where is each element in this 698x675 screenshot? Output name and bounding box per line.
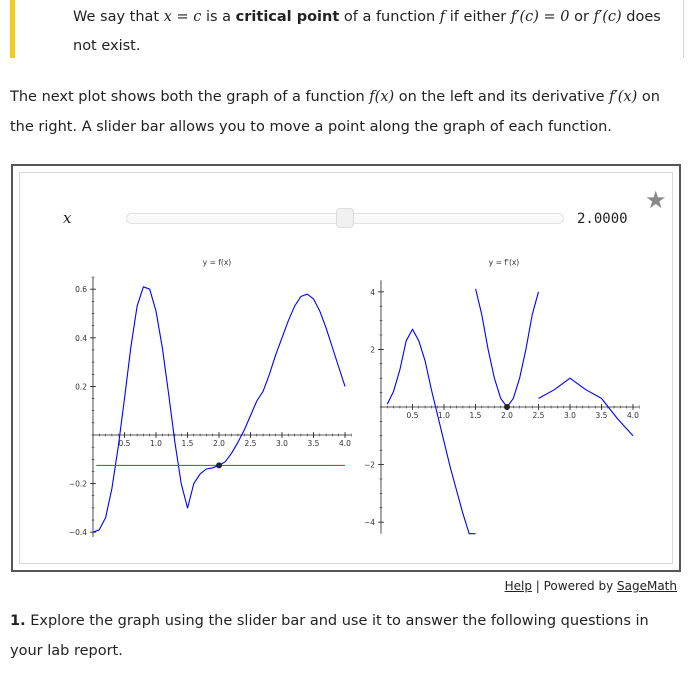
definition-text-part: does not exist. <box>73 9 661 54</box>
x-tick-label: 3.0 <box>276 439 288 448</box>
math-f: f <box>439 9 446 25</box>
x-tick-label: 2.0 <box>213 439 225 448</box>
definition-text-part: or <box>569 9 594 25</box>
x-tick-label: 3.5 <box>595 411 608 420</box>
definition-text-part: is a <box>201 9 236 25</box>
y-tick-label: 2 <box>370 345 375 355</box>
footer-separator: | Powered by <box>531 579 617 593</box>
chart-title: y = f(x) <box>202 258 232 267</box>
y-tick-label: −0.4 <box>68 528 87 538</box>
y-tick-label: −2 <box>363 460 375 470</box>
x-tick-label: 2.0 <box>501 411 513 420</box>
x-tick-label: 4.0 <box>339 439 351 448</box>
sage-interact-panel <box>19 172 673 564</box>
chart-title: y = f'(x) <box>488 258 520 267</box>
intro-text-part: The next plot shows both the graph of a function <box>10 89 370 105</box>
x-tick-label: 1.0 <box>438 411 450 420</box>
x-tick-label: 1.5 <box>469 411 482 420</box>
help-link[interactable]: Help <box>504 579 532 593</box>
x-tick-label: 3.5 <box>307 439 320 448</box>
question-1 <box>10 606 680 666</box>
sage-footer <box>505 579 677 593</box>
x-tick-label: 0.5 <box>406 411 419 420</box>
y-tick-label: 0.6 <box>75 285 87 295</box>
star-icon[interactable]: ★ <box>645 186 667 214</box>
x-tick-label: 1.5 <box>181 439 194 448</box>
fprime-chart <box>364 258 639 534</box>
definition-text <box>73 3 673 61</box>
definition-text-part: of a function <box>339 9 440 25</box>
plot-canvas <box>20 173 674 565</box>
sage-cell-output <box>11 164 681 572</box>
sagemath-link[interactable]: SageMath <box>617 579 677 593</box>
x-tick-label: 2.5 <box>532 411 545 420</box>
question-text: Explore the graph using the slider bar and use it to answer the following questions in your lab report. <box>10 613 649 659</box>
y-tick-label: −0.2 <box>68 479 87 489</box>
intro-text-part: on the right. A slider bar allows you to move a point along the graph of each function. <box>10 89 660 135</box>
math-fprime-c-zero: f′(c) = 0 <box>510 9 570 25</box>
definition-text-part: We say that <box>73 9 164 25</box>
y-tick-label: −4 <box>363 518 375 528</box>
y-tick-label: 4 <box>370 287 375 297</box>
function-curve <box>93 287 345 532</box>
intro-text-part: on the left and its derivative <box>394 89 610 105</box>
slider-variable-label: x <box>63 209 72 227</box>
definition-text-part: if either <box>445 9 511 25</box>
x-tick-label: 3.0 <box>564 411 576 420</box>
x-tick-label: 4.0 <box>627 411 639 420</box>
x-tick-label: 0.5 <box>118 439 131 448</box>
math-x-equals-c: x = c <box>163 9 202 25</box>
f-chart <box>69 258 352 537</box>
math-fprime-c: f′(c) <box>593 9 622 25</box>
critical-point-term: critical point <box>235 9 340 25</box>
math-f-of-x: f(x) <box>369 89 395 105</box>
slider-point-marker <box>504 404 510 410</box>
y-tick-label: 0.2 <box>75 382 87 392</box>
slider-point-marker <box>216 462 222 468</box>
question-number: 1. <box>10 613 26 629</box>
definition-callout <box>10 0 684 58</box>
x-tick-label: 2.5 <box>244 439 257 448</box>
x-tick-label: 1.0 <box>150 439 162 448</box>
slider-value-readout: 2.0000 <box>577 211 628 227</box>
y-tick-label: 0.4 <box>75 333 87 343</box>
intro-paragraph <box>10 82 680 142</box>
math-fprime-of-x: f′(x) <box>609 89 638 105</box>
